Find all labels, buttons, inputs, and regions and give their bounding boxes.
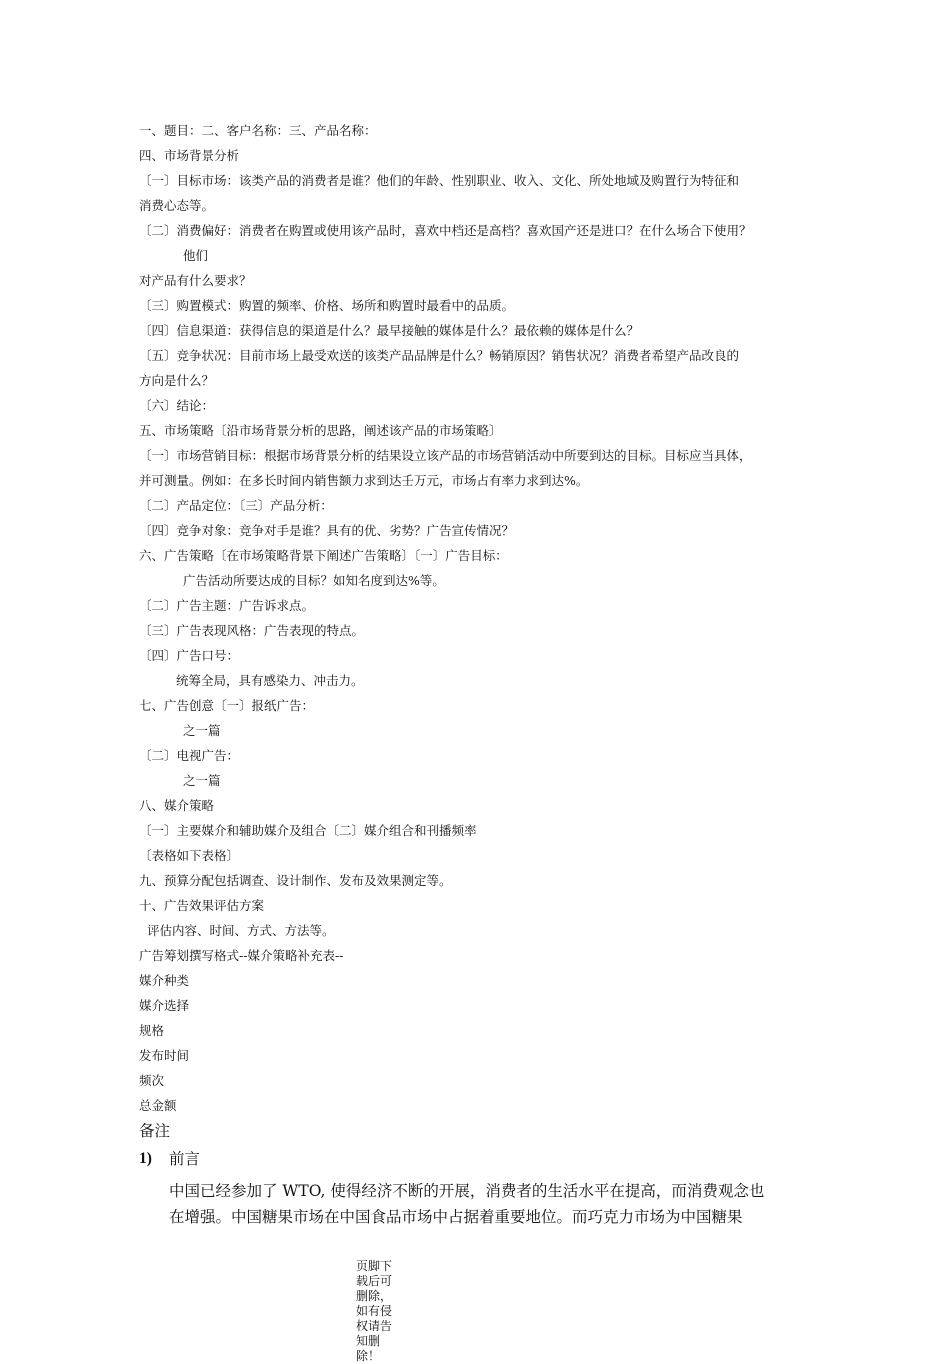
footer-line: 页脚下 <box>356 1259 393 1273</box>
text-line: 〔四〕信息渠道：获得信息的渠道是什么？最早接触的媒体是什么？最依赖的媒体是什么？ <box>139 323 640 338</box>
table-label: 发布时间 <box>139 1048 190 1063</box>
document-body <box>139 118 829 1230</box>
footer-line: 如有侵 <box>356 1304 393 1318</box>
text-line: 〔一〕目标市场：该类产品的消费者是谁？他们的年龄、性别职业、收入、文化、所处地域及购置行为特征和 <box>139 173 740 188</box>
footer-line: 载后可 <box>356 1274 393 1288</box>
paragraph-line: 中国已经参加了 WTO, 使得经济不断的开展，消费者的生活水平在提高，而消费观念也 <box>169 1182 765 1200</box>
text-line: 一、题目：二、客户名称：三、产品名称： <box>139 123 377 138</box>
footer-line: 删除， <box>356 1289 393 1303</box>
table-label: 规格 <box>139 1023 165 1038</box>
text-line: 之一篇 <box>183 723 221 738</box>
text-line: 〔二〕广告主题：广告诉求点。 <box>139 598 315 613</box>
section-heading: 九、预算分配包括调查、设计制作、发布及效果测定等。 <box>139 873 452 888</box>
intro-paragraph <box>139 1178 829 1230</box>
text-line: 并可测量。例如：在多长时间内销售额力求到达壬万元，市场占有率力求到达%。 <box>139 473 589 488</box>
section-heading: 八、媒介策略 <box>139 798 215 813</box>
text-line: 〔四〕广告口号： <box>139 648 240 663</box>
text-line: 〔六〕结论： <box>139 398 215 413</box>
text-line: 〔一〕主要媒介和辅助媒介及组合〔二〕媒介组合和刊播频率 <box>139 823 477 838</box>
text-line: 〔一〕市场营销目标：根据市场背景分析的结果设立该产品的市场营销活动中所要到达的目标。目标应当具体， <box>139 448 752 463</box>
heading-number: 1) <box>139 1150 152 1167</box>
numbered-heading <box>139 1146 829 1172</box>
text-line: 之一篇 <box>183 773 221 788</box>
text-line: 〔表格如下表格〕 <box>139 848 240 863</box>
text-line: 〔二〕消费偏好：消费者在购置或使用该产品时，喜欢中档还是高档？喜欢国产还是进口？在什么场合下使用？ <box>139 223 752 238</box>
text-line: 〔二〕产品定位：〔三〕产品分析： <box>139 498 333 513</box>
text-line: 统筹全局，具有感染力、冲击力。 <box>176 673 364 688</box>
remark-label: 备注 <box>139 1122 171 1140</box>
text-line: 方向是什么？ <box>139 373 215 388</box>
table-label: 总金额 <box>139 1098 177 1113</box>
paragraph-line: 在增强。中国糖果市场在中国食品市场中占据着重要地位。而巧克力市场为中国糖果 <box>169 1208 743 1226</box>
text-line: 消费心态等。 <box>139 198 215 213</box>
text-line: 〔三〕广告表现风格：广告表现的特点。 <box>139 623 365 638</box>
text-line: 对产品有什么要求？ <box>139 273 252 288</box>
text-line: 广告筹划撰写格式--媒介策略补充表-- <box>139 948 344 963</box>
table-label: 媒介种类 <box>139 973 190 988</box>
table-label: 媒介选择 <box>139 998 190 1013</box>
page-footer <box>356 1259 400 1364</box>
section-heading: 十、广告效果评估方案 <box>139 898 265 913</box>
text-line: 〔二〕电视广告： <box>139 748 240 763</box>
footer-line: 权请告 <box>356 1319 393 1333</box>
section-heading: 四、市场背景分析 <box>139 148 240 163</box>
text-line: 〔五〕竞争状况：目前市场上最受欢送的该类产品品牌是什么？畅销原因？销售状况？消费者希望产品改良的 <box>139 348 740 363</box>
section-heading: 六、广告策略〔在市场策略背景下阐述广告策略〕〔一〕广告目标： <box>139 548 508 563</box>
footer-line: 知删除！ <box>356 1334 381 1363</box>
heading-title: 前言 <box>169 1150 201 1168</box>
text-line: 他们 <box>183 248 209 263</box>
section-heading: 五、市场策略〔沿市场背景分析的思路，阐述该产品的市场策略〕 <box>139 423 502 438</box>
table-label: 频次 <box>139 1073 165 1088</box>
section-heading: 七、广告创意〔一〕报纸广告： <box>139 698 315 713</box>
text-line: 〔三〕购置模式：购置的频率、价格、场所和购置时最看中的品质。 <box>139 298 515 313</box>
text-line: 〔四〕竞争对象：竞争对手是谁？具有的优、劣势？广告宣传情况？ <box>139 523 515 538</box>
text-line: 评估内容、时间、方式、方法等。 <box>147 923 335 938</box>
text-line: 广告活动所要达成的目标？如知名度到达%等。 <box>183 573 445 588</box>
